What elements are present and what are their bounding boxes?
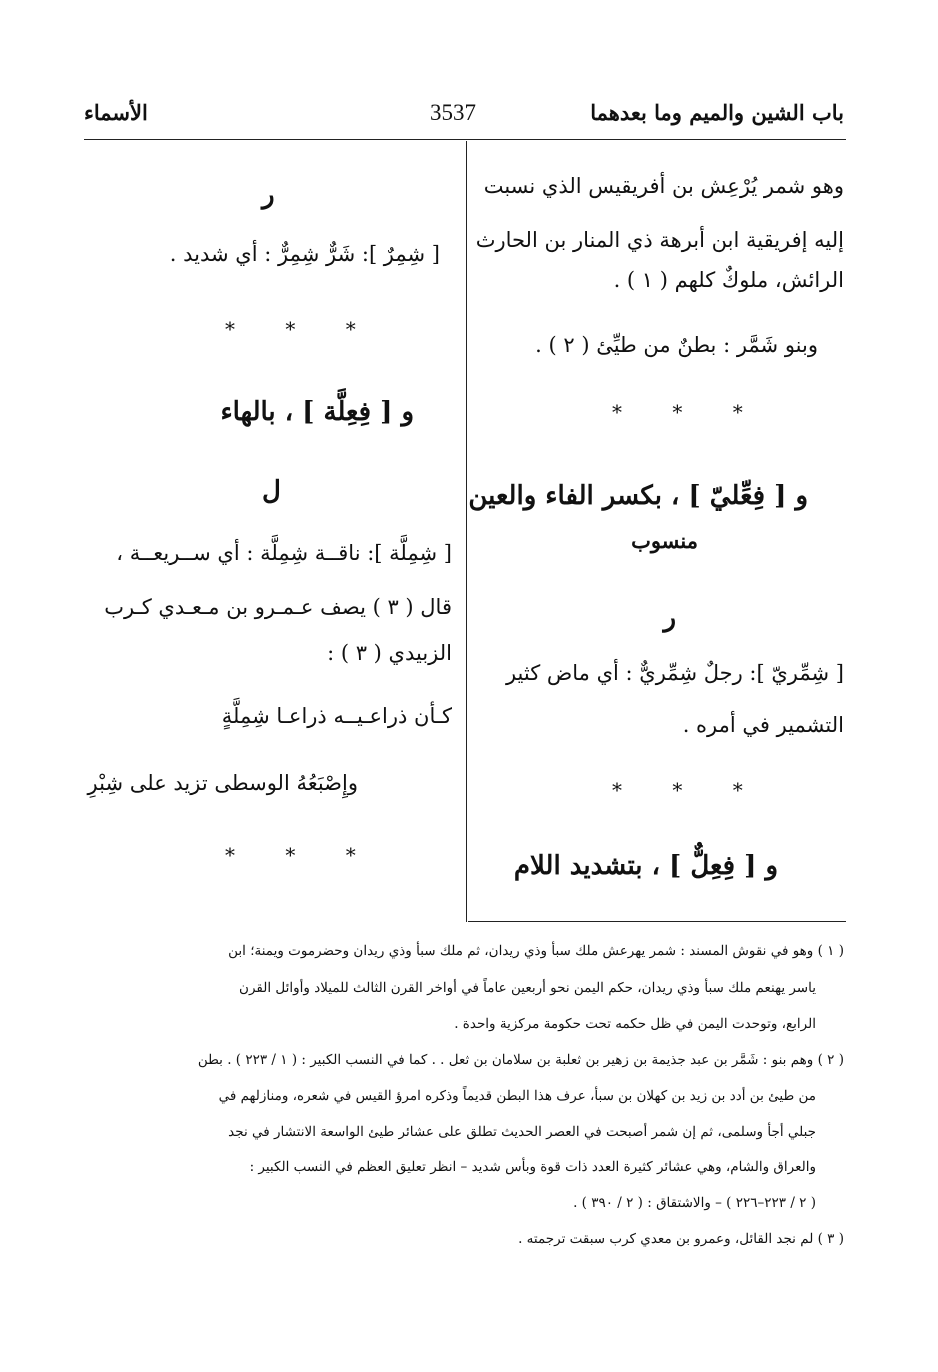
- section-heading: و [ فِعِّليّ ] ، بكسر الفاء والعين: [468, 481, 808, 511]
- root-letter: ر: [663, 603, 676, 633]
- column-divider: [466, 141, 467, 922]
- section-separator: * * *: [225, 843, 378, 867]
- section-separator: * * *: [612, 400, 765, 424]
- text-line: [ شِمِّريّ ]: رجلٌ شِمِّريٌّ : أي ماض كثير: [505, 661, 844, 685]
- verse-line: كـأن ذراعـيــه ذراعـا شِمِلَّةٍ: [221, 704, 452, 728]
- text-line: إليه إفريقية ابن أبرهة ذي المنار بن الحارث: [475, 228, 844, 252]
- section-separator: * * *: [612, 778, 765, 802]
- text-line: وهو شمر يُرْعِش بن أفريقيس الذي نسبت: [483, 174, 844, 198]
- text-line: التشمير في أمره .: [682, 713, 844, 737]
- section-heading: و [ فِعِلَّة ] ، بالهاء: [220, 397, 414, 427]
- text-line: [ شِمِرٌ ]: شَرٌّ شِمِرٌّ : أي شديد .: [169, 242, 440, 266]
- text-line: الزبيدي ( ٣ ) :: [327, 641, 452, 665]
- root-letter: ر: [262, 180, 275, 210]
- footnote-line: الرابع، وتوحدت اليمن في ظل حكمه تحت حكومة مركزية واحدة .: [454, 1016, 816, 1032]
- text-line: وبنو شَمَّر : بطنٌ من طيِّئ ( ٢ ) .: [535, 333, 818, 357]
- section-heading: منسوب: [631, 528, 698, 553]
- footnote-line: من طيئ بن أدد بن زيد بن كهلان بن سبأ، عرف هذا البطن قديماً وذكره امرؤ القيس في شعره، ومنازلهم في: [218, 1088, 816, 1104]
- footnote-line: ( ٢ / ٢٢٣–٢٢٦ ) – والاشتقاق : ( ٢ / ٣٩٠ ) .: [573, 1195, 816, 1211]
- footnote-line: ياسر يهنعم ملك سبأ وذي ريدان، حكم اليمن نحو أربعين عاماً في أواخر القرن الثالث للميلاد وأوائل القرن: [239, 980, 816, 996]
- page-number: 3537: [430, 100, 476, 125]
- verse-line: وإِصْبَعُهُ الوسطى تزيد على شِبْرِ: [87, 771, 358, 795]
- section-separator: * * *: [225, 317, 378, 341]
- section-title: الأسماء: [84, 100, 148, 125]
- text-line: [ شِمِلَّة ]: ناقــة شِمِلَّة : أي ســريعــة ،: [116, 541, 452, 565]
- footnote-line: والعراق والشام، وهي عشائر كثيرة العدد ذات قوة وبأس شديد – انظر تعليق العظم في النسب الكبير :: [249, 1159, 816, 1175]
- footnote-line: ( ١ ) وهو في نقوش المسند : شمر يهرعش ملك سبأ وذي ريدان، ثم ملك سبأ وذي ريدان وحضرموت ويمنة؛ ابن: [228, 943, 844, 959]
- header-rule: [84, 139, 846, 140]
- text-line: الرائش، ملوكٌ كلهم ( ١ ) .: [613, 268, 844, 292]
- footnote-line: جبلي أجأ وسلمى، ثم إن شمر أصبحت في العصر الحديث تطلق على عشائر طيئ الواسعة الانتشار في نجد: [228, 1124, 816, 1140]
- section-heading: و [ فِعِلٌّ ] ، بتشديد اللام: [513, 851, 778, 881]
- chapter-title: باب الشين والميم وما بعدهما: [590, 100, 844, 125]
- text-line: قال ( ٣ ) يصف عـمـرو بن مـعـدي كـرب: [104, 595, 452, 619]
- footnote-line: ( ٢ ) وهم بنو : شَمَّر بن عبد جذيمة بن زهير بن ثعلبة بن سلامان بن ثعل . . كما في النسب الكبير : ( ١ / ٢٢٣ ) . بطن: [197, 1052, 844, 1068]
- root-letter: ل: [262, 476, 281, 506]
- footnote-line: ( ٣ ) لم نجد القائل، وعمرو بن معدي كرب سبقت ترجمته .: [518, 1231, 844, 1247]
- footnote-rule: [468, 921, 846, 922]
